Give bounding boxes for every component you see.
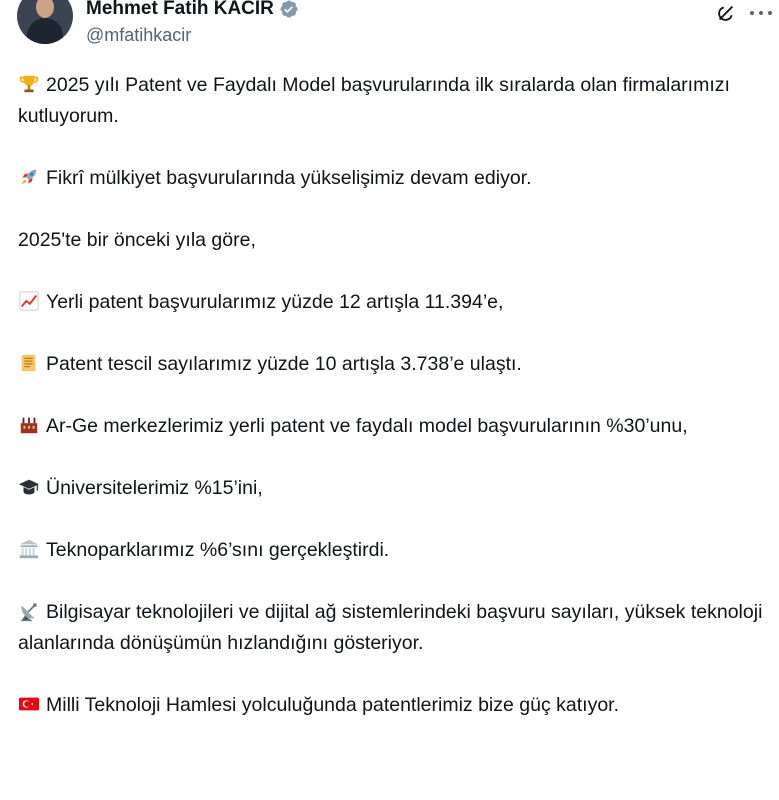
- avatar[interactable]: [17, 0, 73, 44]
- factory-icon: [18, 414, 40, 436]
- paragraph-text: Milli Teknoloji Hamlesi yolculuğunda patentlerimiz bize güç katıyor.: [46, 694, 619, 716]
- tweet-paragraph: [18, 473, 763, 504]
- verified-badge-icon: [279, 0, 299, 19]
- author-name-row: [86, 0, 299, 20]
- tweet-paragraph: [18, 535, 763, 566]
- paragraph-text: 2025'te bir önceki yıla göre,: [18, 229, 256, 251]
- paragraph-text: Fikrî mülkiyet başvurularında yükselişimiz devam ediyor.: [46, 167, 532, 189]
- scroll-icon: [18, 352, 40, 374]
- classical-building-icon: [18, 538, 40, 560]
- tweet-paragraph: [18, 225, 763, 256]
- graduation-cap-icon: [18, 476, 40, 498]
- paragraph-text: Yerli patent başvurularımız yüzde 12 artışla 11.394’e,: [46, 291, 504, 313]
- tweet-paragraph: [18, 411, 763, 442]
- tweet-paragraph: [18, 70, 763, 132]
- dot-icon: [768, 11, 772, 15]
- flag-turkey-icon: [18, 693, 40, 715]
- author-display-name[interactable]: Mehmet Fatih KACIR: [86, 0, 274, 19]
- satellite-antenna-icon: [18, 600, 40, 622]
- trophy-icon: [18, 73, 40, 95]
- paragraph-text: Teknoparklarımız %6’sını gerçekleştirdi.: [46, 539, 390, 561]
- paragraph-text: Bilgisayar teknolojileri ve dijital ağ sistemlerindeki başvuru sayıları, yüksek teknoloji alanlarında dönüşümün hızlandığını gösteriyor.: [18, 601, 763, 654]
- tweet-paragraph: [18, 597, 763, 659]
- author-handle[interactable]: @mfatihkacir: [86, 25, 192, 45]
- dot-icon: [750, 11, 754, 15]
- tweet-header: [0, 0, 779, 58]
- rocket-icon: [18, 166, 40, 188]
- more-options-icon[interactable]: [750, 4, 772, 22]
- paragraph-text: 2025 yılı Patent ve Faydalı Model başvurularında ilk sıralarda olan firmalarımızı kutluyorum.: [18, 74, 730, 127]
- grok-icon[interactable]: [715, 2, 737, 24]
- dot-icon: [759, 11, 763, 15]
- tweet-paragraph: [18, 690, 763, 721]
- paragraph-text: Patent tescil sayılarımız yüzde 10 artışla 3.738’e ulaştı.: [46, 353, 522, 375]
- paragraph-text: Ar-Ge merkezlerimiz yerli patent ve faydalı model başvurularının %30’unu,: [46, 415, 688, 437]
- tweet-paragraph: [18, 163, 763, 194]
- paragraph-text: Üniversitelerimiz %15’ini,: [46, 477, 263, 499]
- tweet-text: [18, 70, 763, 752]
- tweet-paragraph: [18, 287, 763, 318]
- tweet-paragraph: [18, 349, 763, 380]
- chart-increasing-icon: [18, 290, 40, 312]
